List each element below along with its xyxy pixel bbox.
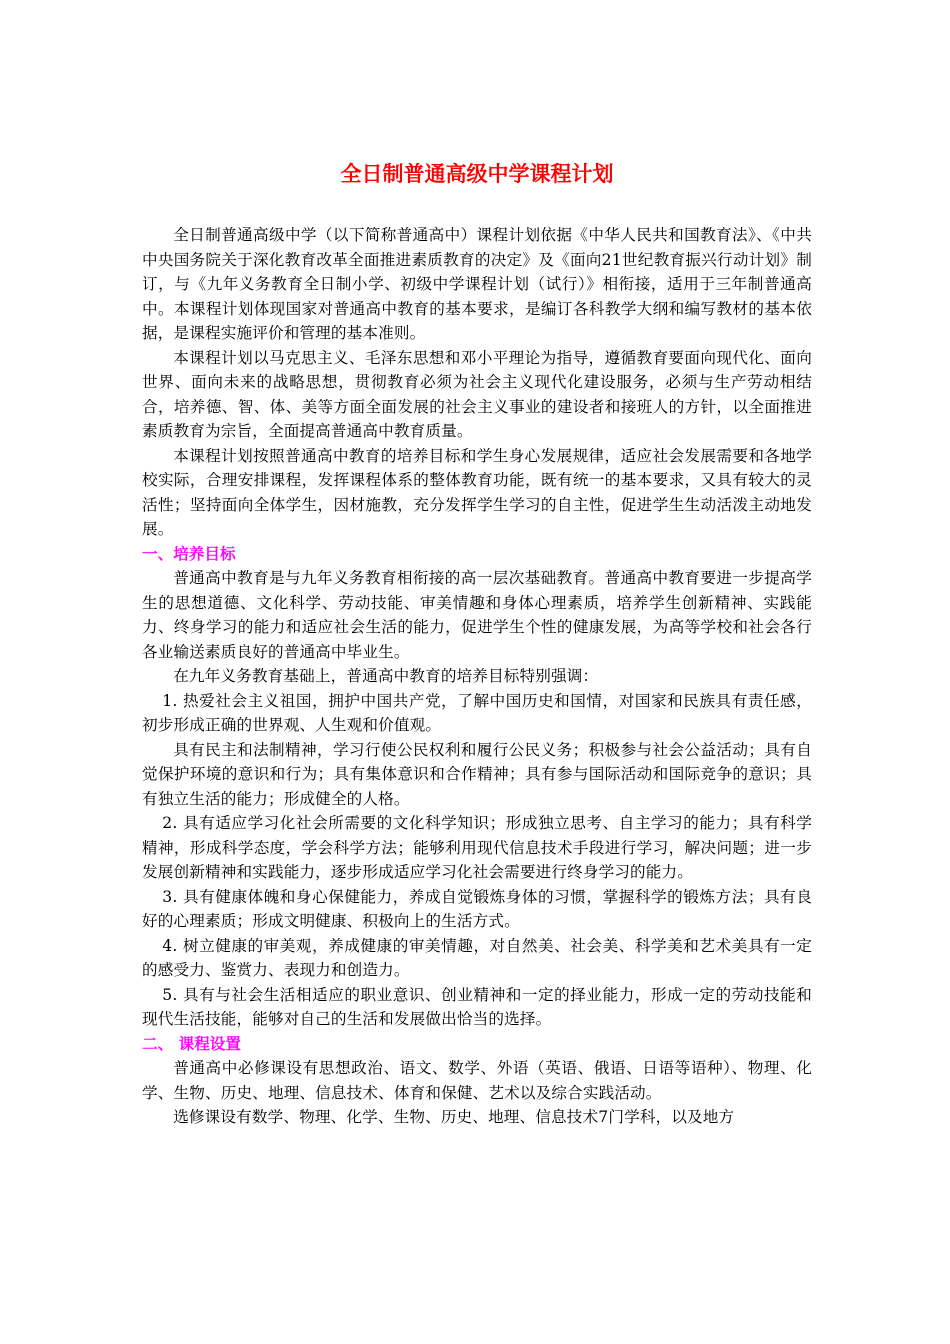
curriculum-paragraph-1: 普通高中必修课设有思想政治、语文、数学、外语（英语、俄语、日语等语种）、物理、化学、生物、历史、地理、信息技术、体育和保健、艺术以及综合实践活动。: [142, 1059, 812, 1102]
goal-item-1-continued: 具有民主和法制精神，学习行使公民权利和履行公民义务；积极参与社会公益活动；具有自觉保护环境的意识和行为；具有集体意识和合作精神；具有参与国际活动和国际竞争的意识；具有独立生活的能力；形成健全的人格。: [142, 740, 812, 808]
document-title: 全日制普通高级中学课程计划: [340, 162, 614, 186]
training-goals-paragraph-1: 普通高中教育是与九年义务教育相衔接的高一层次基础教育。普通高中教育要进一步提高学生的思想道德、文化科学、劳动技能、审美情趣和身体心理素质，培养学生创新精神、实践能力、终身学习的能力和适应社会生活的能力，促进学生个性的健康发展，为高等学校和社会各行各业输送素质良好的普通高中毕业生。: [142, 569, 812, 661]
intro-paragraph-1: 全日制普通高级中学（以下简称普通高中）课程计划依据《中华人民共和国教育法》、《中共中央国务院关于深化教育改革全面推进素质教育的决定》及《面向21世纪教育振兴行动计划》制订，与《九年义务教育全日制小学、初级中学课程计划（试行）》相衔接，适用于三年制普通高中。本课程计划体现国家对普通高中教育的基本要求，是编订各科教学大纲和编写教材的基本依据，是课程实施评价和管理的基本准则。: [142, 226, 812, 342]
intro-paragraph-2: 本课程计划以马克思主义、毛泽东思想和邓小平理论为指导，遵循教育要面向现代化、面向世界、面向未来的战略思想，贯彻教育必须为社会主义现代化建设服务，必须与生产劳动相结合，培养德、智、体、美等方面全面发展的社会主义事业的建设者和接班人的方针，以全面推进素质教育为宗旨，全面提高普通高中教育质量。: [142, 348, 812, 440]
goal-item-1: 1. 热爱社会主义祖国，拥护中国共产党，了解中国历史和国情，对国家和民族具有责任感，初步形成正确的世界观、人生观和价值观。: [142, 691, 812, 734]
section-heading-training-goals: 一、培养目标: [142, 544, 236, 563]
curriculum-paragraph-2: 选修课设有数学、物理、化学、生物、历史、地理、信息技术7门学科，以及地方: [173, 1108, 735, 1126]
goal-item-5: 5. 具有与社会生活相适应的职业意识、创业精神和一定的择业能力，形成一定的劳动技能和现代生活技能，能够对自己的生活和发展做出恰当的选择。: [142, 985, 812, 1028]
section-heading-curriculum: 二、 课程设置: [142, 1034, 241, 1053]
intro-paragraph-3: 本课程计划按照普通高中教育的培养目标和学生身心发展规律，适应社会发展需要和各地学校实际，合理安排课程，发挥课程体系的整体教育功能，既有统一的基本要求，又具有较大的灵活性；坚持面向全体学生，因材施教，充分发挥学生学习的自主性，促进学生生动活泼主动地发展。: [142, 446, 812, 538]
document-page: [142, 150, 812, 1130]
goal-item-2: 2. 具有适应学习化社会所需要的文化科学知识；形成独立思考、自主学习的能力；具有科学精神，形成科学态度，学会科学方法；能够利用现代信息技术手段进行学习，解决问题；进一步发展创新精神和实践能力，逐步形成适应学习化社会需要进行终身学习的能力。: [142, 814, 812, 881]
goal-item-4: 4. 树立健康的审美观，养成健康的审美情趣，对自然美、社会美、科学美和艺术美具有一定的感受力、鉴赏力、表现力和创造力。: [142, 936, 812, 979]
goal-item-3: 3. 具有健康体魄和身心保健能力，养成自觉锻炼身体的习惯，掌握科学的锻炼方法；具有良好的心理素质；形成文明健康、积极向上的生活方式。: [142, 887, 812, 930]
training-goals-paragraph-2: 在九年义务教育基础上，普通高中教育的培养目标特别强调：: [173, 667, 599, 685]
